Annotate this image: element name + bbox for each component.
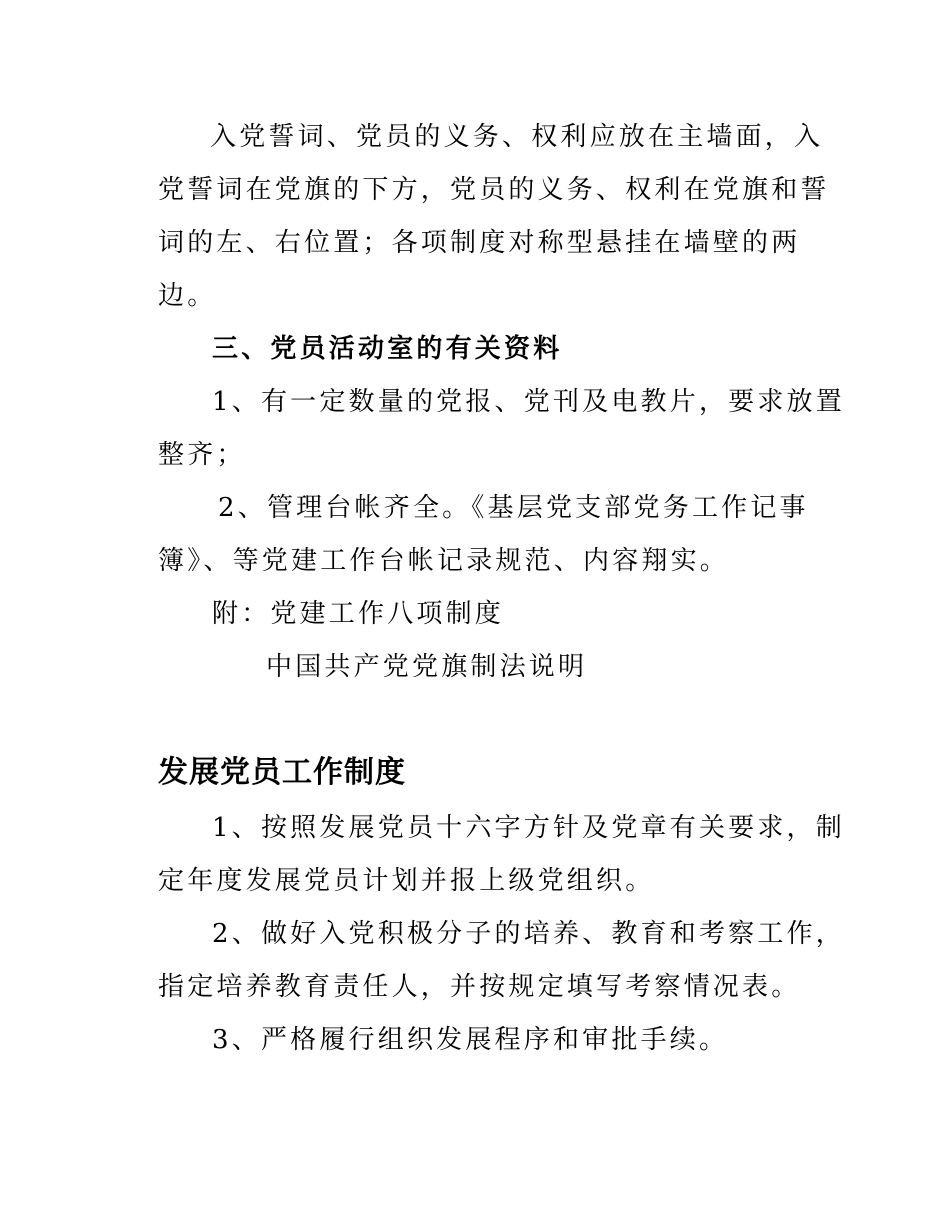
list-item-line: 2、管理台帐齐全。《基层党支部党务工作记事: [218, 493, 809, 523]
list-item-line: 1、按照发展党员十六字方针及党章有关要求，制: [212, 813, 845, 843]
list-item-line: 指定培养教育责任人，并按规定填写考察情况表。: [158, 972, 801, 1002]
paragraph-line: 边。: [158, 281, 217, 311]
appendix-line: 中国共产党党旗制法说明: [266, 652, 588, 682]
paragraph-line: 词的左、右位置；各项制度对称型悬挂在墙壁的两: [158, 228, 801, 258]
list-item-line: 1、有一定数量的党报、党刊及电教片，要求放置: [212, 387, 845, 417]
list-item-line: 3、严格履行组织发展程序和审批手续。: [212, 1025, 729, 1055]
list-item-line: 2、做好入党积极分子的培养、教育和考察工作，: [212, 919, 845, 949]
paragraph-line: 党誓词在党旗的下方，党员的义务、权利在党旗和誓: [158, 175, 830, 205]
list-item-line: 定年度发展党员计划并报上级党组织。: [158, 866, 655, 896]
list-item-line: 整齐；: [158, 440, 246, 470]
paragraph-line: 入党誓词、党员的义务、权利应放在主墙面，入: [210, 122, 824, 152]
section-title: 三、党员活动室的有关资料: [212, 334, 563, 364]
list-item-line: 簿》、等党建工作台帐记录规范、内容翔实。: [158, 546, 730, 576]
appendix-line: 附：党建工作八项制度: [212, 599, 505, 629]
document-heading: 发展党员工作制度: [158, 755, 406, 790]
